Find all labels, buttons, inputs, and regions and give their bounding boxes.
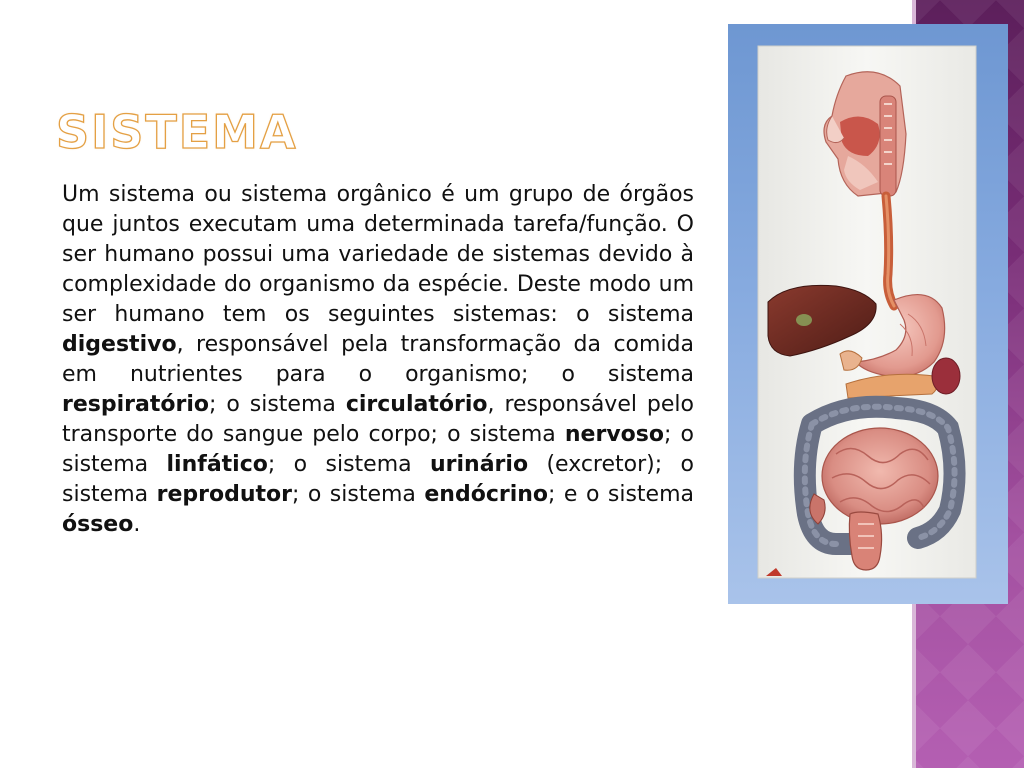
system-name-highlight: linfático (166, 452, 268, 477)
paragraph-text-run: ; o sistema (267, 452, 430, 477)
system-name-highlight: ósseo (62, 512, 134, 537)
system-name-highlight: urinário (430, 452, 529, 477)
spleen (932, 358, 960, 394)
system-name-highlight: respiratório (62, 392, 209, 417)
paragraph-text-run: ; o sistema (62, 422, 694, 477)
paragraph-text-run: ; o sistema (291, 482, 425, 507)
paragraph-text-run: (excretor); o sistema (62, 452, 694, 507)
system-name-highlight: reprodutor (156, 482, 292, 507)
paragraph-text-run: . (133, 512, 141, 537)
digestive-model-illustration (728, 24, 1008, 604)
system-name-highlight: nervoso (564, 422, 664, 447)
paragraph-text-run: , responsável pela transformação da comida em nutrientes para o organismo; o sistema (62, 332, 694, 387)
digestive-system-model-image (728, 24, 1008, 604)
paragraph-text-run: ; e o sistema (548, 482, 694, 507)
paragraph-text-run: ; o sistema (209, 392, 346, 417)
slide-title: SISTEMA (56, 105, 298, 159)
body-paragraph (62, 180, 694, 540)
system-name-highlight: circulatório (345, 392, 488, 417)
system-name-highlight: digestivo (62, 332, 177, 357)
rectum (849, 512, 881, 570)
paragraph-text-run: , responsável pelo transporte do sangue pelo corpo; o sistema (62, 392, 694, 447)
paragraph-text-run: Um sistema ou sistema orgânico é um grupo de órgãos que juntos executam uma determinada tarefa/função. O ser humano possui uma variedade de sistemas devido à complexidade do organismo da espécie. Deste modo um ser humano tem os seguintes sistemas: o sistema (62, 182, 694, 327)
system-name-highlight: endócrino (424, 482, 549, 507)
